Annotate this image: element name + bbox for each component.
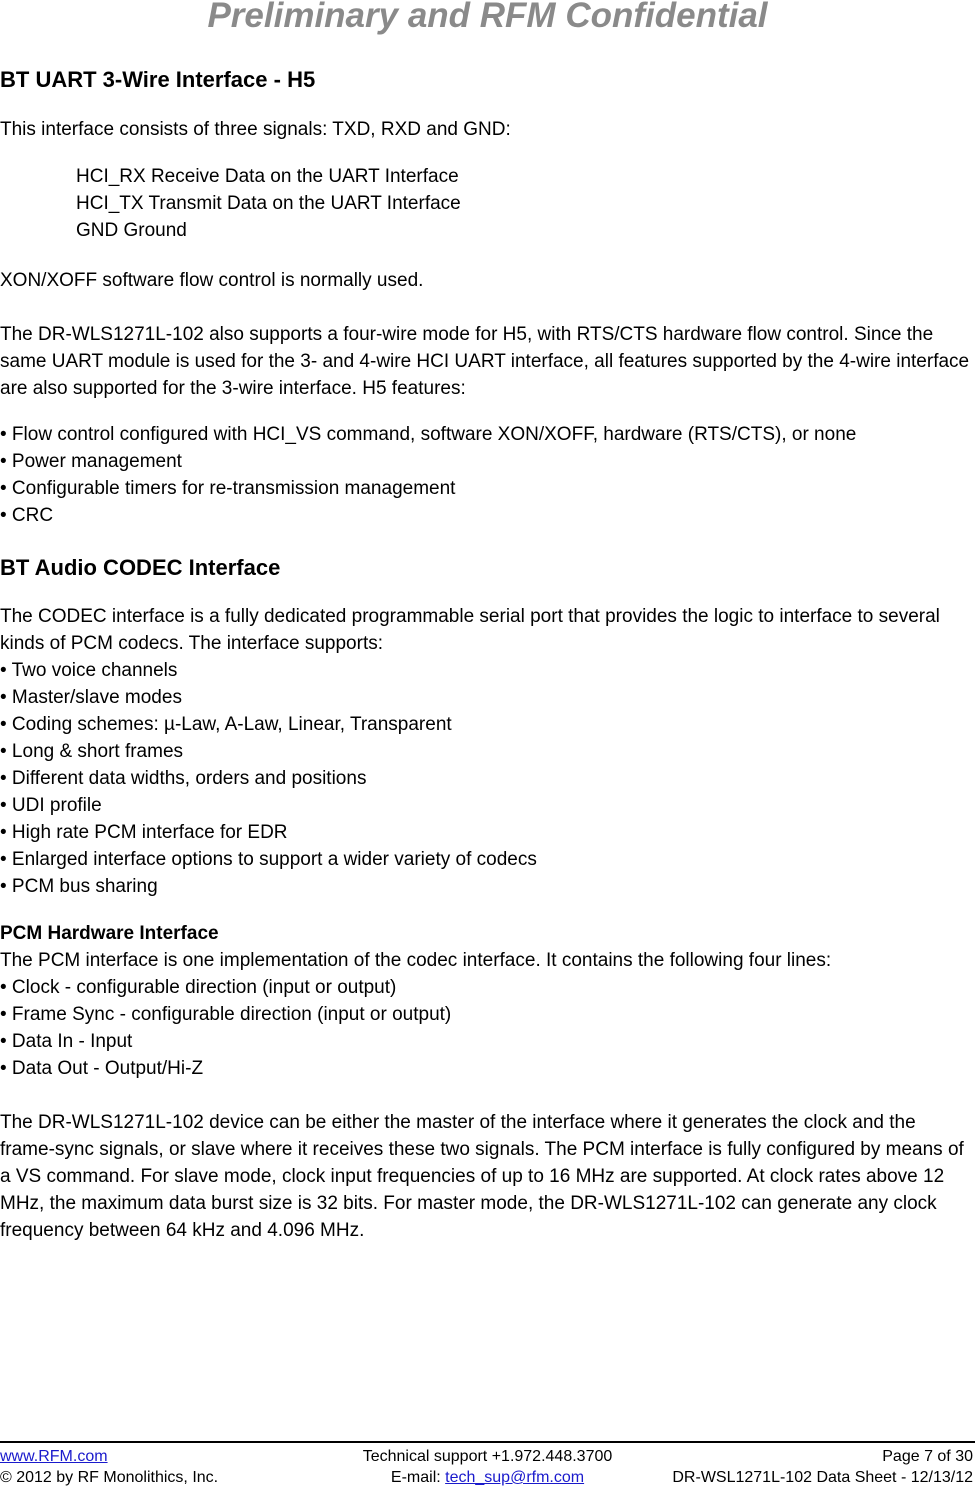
list-item: • Data Out - Output/Hi-Z [0, 1058, 204, 1079]
list-item: • Configurable timers for re-transmission management [0, 478, 456, 499]
support-phone: Technical support +1.972.448.3700 [362, 1448, 613, 1465]
xon-xoff-note: XON/XOFF software flow control is normally used. [0, 270, 424, 291]
pcm-line-list [0, 974, 975, 1082]
list-item: • Data In - Input [0, 1031, 133, 1052]
page-content [0, 66, 975, 1244]
uart-paragraph: The DR-WLS1271L-102 also supports a four-wire mode for H5, with RTS/CTS hardware flow control. Since the same UART module is used for the 3- and 4-wire HCI UART interface, all features supported by the 4-wire interface are also supported for the 3-wire interface. H5 features: [0, 324, 970, 399]
list-item: • Long & short frames [0, 741, 184, 762]
website-link[interactable]: www.RFM.com [0, 1448, 108, 1465]
pcm-paragraph: The DR-WLS1271L-102 device can be either the master of the interface where it generates the clock and the frame-sync signals, or slave where it receives these two signals. The PCM interface is fully configured by means of a VS command. For slave mode, clock input frequencies of up to 16 MHz are supported. At clock rates above 12 MHz, the maximum data burst size is 32 bits. For master mode, the DR-WLS1271L-102 can generate any clock frequency between 64 kHz and 4.096 MHz. [0, 1112, 964, 1241]
codec-heading: BT Audio CODEC Interface [0, 555, 281, 580]
uart-heading: BT UART 3-Wire Interface - H5 [0, 67, 316, 92]
signal-item: GND Ground [76, 220, 187, 241]
list-item: • Different data widths, orders and positions [0, 768, 367, 789]
list-item: • Coding schemes: µ-Law, A-Law, Linear, Transparent [0, 714, 452, 735]
list-item: • Frame Sync - configurable direction (input or output) [0, 1004, 452, 1025]
email-label: E-mail: [390, 1469, 446, 1486]
uart-intro: This interface consists of three signals: TXD, RXD and GND: [0, 119, 511, 140]
list-item: • Flow control configured with HCI_VS command, software XON/XOFF, hardware (RTS/CTS), or none [0, 424, 857, 445]
list-item: • UDI profile [0, 795, 102, 816]
pcm-intro: The PCM interface is one implementation of the codec interface. It contains the following four lines: [0, 950, 832, 971]
data-sheet-id: DR-WSL1271L-102 Data Sheet - 12/13/12 [672, 1469, 973, 1486]
copyright: © 2012 by RF Monolithics, Inc. [0, 1469, 219, 1486]
signal-item: HCI_TX Transmit Data on the UART Interface [76, 193, 461, 214]
list-item: • Clock - configurable direction (input or output) [0, 977, 397, 998]
pcm-heading: PCM Hardware Interface [0, 923, 219, 944]
list-item: • Enlarged interface options to support a wider variety of codecs [0, 849, 537, 870]
list-item: • CRC [0, 505, 54, 526]
uart-signal-list [0, 163, 975, 244]
list-item: • Master/slave modes [0, 687, 182, 708]
signal-item: HCI_RX Receive Data on the UART Interface [76, 166, 459, 187]
footer-divider [0, 1441, 975, 1443]
codec-intro: The CODEC interface is a fully dedicated programmable serial port that provides the logic to interface to several kinds of PCM codecs. The interface supports: [0, 606, 940, 654]
confidential-watermark: Preliminary and RFM Confidential [207, 0, 768, 35]
page-number: Page 7 of 30 [882, 1448, 973, 1465]
page-footer [0, 1446, 975, 1488]
email-link[interactable]: tech_sup@rfm.com [445, 1469, 585, 1486]
codec-support-list [0, 657, 975, 900]
list-item: • Two voice channels [0, 660, 178, 681]
list-item: • High rate PCM interface for EDR [0, 822, 288, 843]
list-item: • PCM bus sharing [0, 876, 158, 897]
list-item: • Power management [0, 451, 182, 472]
h5-feature-list [0, 421, 975, 529]
